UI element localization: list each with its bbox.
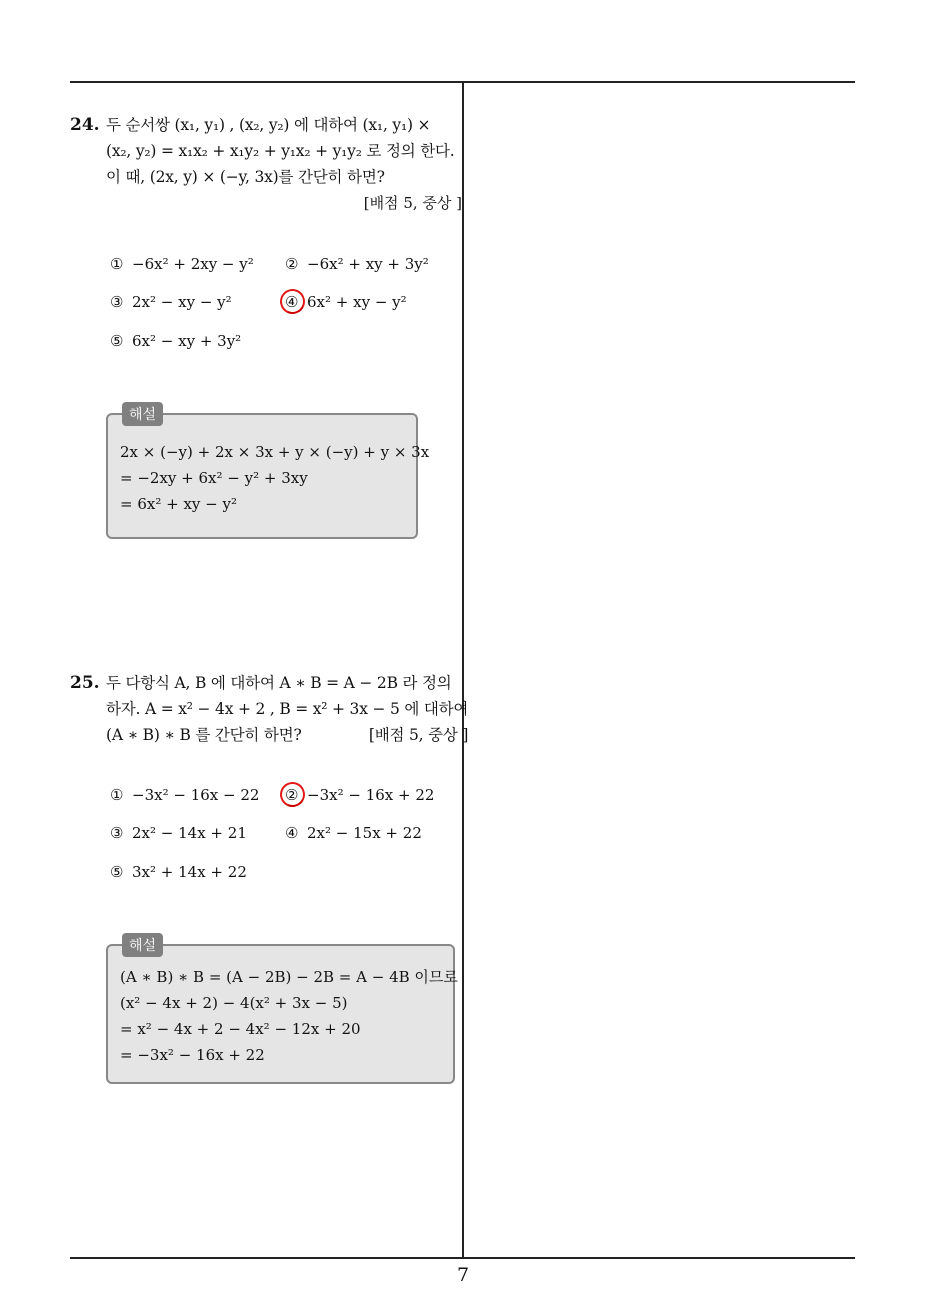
problem-24 bbox=[70, 112, 462, 216]
choice-mark-circled: ④ bbox=[285, 293, 307, 311]
choice-text: −3x² − 16x + 22 bbox=[307, 786, 435, 804]
choice-5[interactable] bbox=[110, 863, 247, 881]
solution-line: = 6x² + xy − y² bbox=[120, 495, 237, 513]
choice-mark: ③ bbox=[110, 824, 124, 842]
choice-mark: ① bbox=[110, 786, 124, 804]
question-line: 두 다항식 A, B 에 대하여 A ∗ B = A − 2B 라 정의 bbox=[106, 674, 452, 692]
choice-4-selected[interactable] bbox=[285, 293, 407, 311]
choice-3[interactable] bbox=[110, 293, 232, 311]
choice-2-selected[interactable] bbox=[285, 786, 434, 804]
choice-text: 3x² + 14x + 22 bbox=[132, 863, 247, 881]
choice-2[interactable] bbox=[285, 255, 429, 273]
question-line: (x₂, y₂) = x₁x₂ + x₁y₂ + y₁x₂ + y₁y₂ 로 정의 한다. bbox=[106, 142, 455, 160]
choice-mark: ① bbox=[110, 255, 124, 273]
choice-text: −6x² + 2xy − y² bbox=[132, 255, 254, 273]
question-line: 두 순서쌍 (x₁, y₁) , (x₂, y₂) 에 대하여 (x₁, y₁) × bbox=[106, 116, 431, 134]
solution-box-25 bbox=[106, 938, 458, 1084]
solution-tag: 해설 bbox=[122, 933, 163, 957]
choice-text: −3x² − 16x − 22 bbox=[132, 786, 260, 804]
solution-tag: 해설 bbox=[122, 402, 163, 426]
choice-mark: ⑤ bbox=[110, 863, 124, 881]
bottom-rule bbox=[70, 1257, 855, 1259]
choice-text: −6x² + xy + 3y² bbox=[307, 255, 429, 273]
choice-text: 2x² − xy − y² bbox=[132, 293, 232, 311]
solution-line: (A ∗ B) ∗ B = (A − 2B) − 2B = A − 4B 이므로 bbox=[120, 968, 458, 986]
choice-1[interactable] bbox=[110, 255, 254, 273]
choice-3[interactable] bbox=[110, 824, 247, 842]
solution-line: = −2xy + 6x² − y² + 3xy bbox=[120, 469, 308, 487]
problem-25 bbox=[70, 670, 469, 748]
solution-box-24 bbox=[106, 407, 430, 539]
choice-mark: ② bbox=[285, 255, 299, 273]
choice-text: 6x² + xy − y² bbox=[307, 293, 407, 311]
choice-text: 2x² − 15x + 22 bbox=[307, 824, 422, 842]
choice-mark-circled: ② bbox=[285, 786, 307, 804]
points-label: [배점 5, 중상 ] bbox=[368, 726, 469, 744]
points-label: [배점 5, 중상 ] bbox=[363, 194, 462, 212]
solution-line: 2x × (−y) + 2x × 3x + y × (−y) + y × 3x bbox=[120, 443, 430, 461]
choice-mark: ③ bbox=[110, 293, 124, 311]
question-line: 하자. A = x² − 4x + 2 , B = x² + 3x − 5 에 대하여 bbox=[106, 700, 469, 718]
choice-4[interactable] bbox=[285, 824, 422, 842]
choice-mark: ④ bbox=[285, 824, 299, 842]
question-line: (A ∗ B) ∗ B 를 간단히 하면? bbox=[106, 726, 302, 744]
solution-line: = x² − 4x + 2 − 4x² − 12x + 20 bbox=[120, 1020, 361, 1038]
question-line: 이 때, (2x, y) × (−y, 3x)를 간단히 하면? bbox=[106, 168, 385, 186]
choice-text: 2x² − 14x + 21 bbox=[132, 824, 247, 842]
choice-1[interactable] bbox=[110, 786, 259, 804]
choice-5[interactable] bbox=[110, 332, 241, 350]
choice-text: 6x² − xy + 3y² bbox=[132, 332, 242, 350]
problem-number: 24. bbox=[70, 115, 100, 135]
problem-number: 25. bbox=[70, 673, 100, 693]
page-number: 7 bbox=[456, 1264, 470, 1286]
choice-mark: ⑤ bbox=[110, 332, 124, 350]
solution-line: = −3x² − 16x + 22 bbox=[120, 1046, 265, 1064]
solution-line: (x² − 4x + 2) − 4(x² + 3x − 5) bbox=[120, 994, 348, 1012]
